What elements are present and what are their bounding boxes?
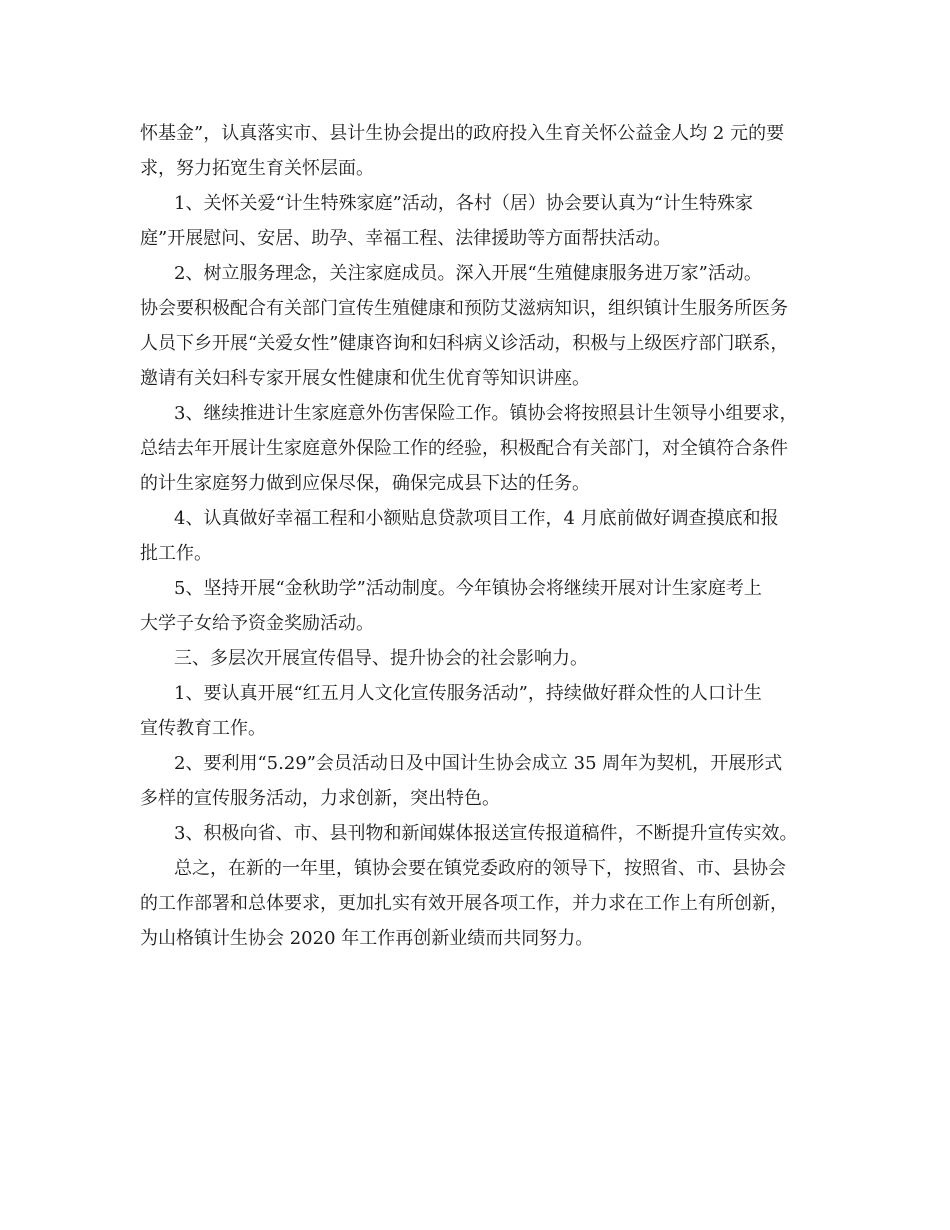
text-line: 的工作部署和总体要求，更加扎实有效开展各项工作，并力求在工作上有所创新，: [140, 893, 788, 914]
paragraph: [140, 641, 820, 676]
text-line: 邀请有关妇科专家开展女性健康和优生优育等知识讲座。: [140, 368, 590, 389]
text-line: 4、认真做好幸福工程和小额贴息贷款项目工作，4 月底前做好调查摸底和报: [174, 508, 779, 529]
text-line: 总结去年开展计生家庭意外保险工作的经验，积极配合有关部门，对全镇符合条件: [140, 438, 788, 459]
text-line: 2、树立服务理念，关注家庭成员。深入开展“生殖健康服务进万家”活动。: [174, 263, 762, 284]
paragraph: [140, 396, 820, 501]
paragraph: [140, 816, 820, 851]
text-line: 多样的宣传服务活动，力求创新，突出特色。: [140, 788, 500, 809]
text-line: 的计生家庭努力做到应保尽保，确保完成县下达的任务。: [140, 473, 590, 494]
text-line: 求，努力拓宽生育关怀层面。: [140, 158, 374, 179]
paragraph: [140, 116, 820, 186]
paragraph: [140, 851, 820, 956]
text-line: 宣传教育工作。: [140, 718, 266, 739]
text-line: 为山格镇计生协会 2020 年工作再创新业绩而共同努力。: [140, 928, 594, 949]
paragraph: [140, 746, 820, 816]
text-line: 3、继续推进计生家庭意外伤害保险工作。镇协会将按照县计生领导小组要求，: [174, 403, 798, 424]
paragraph: [140, 571, 820, 641]
paragraph: [140, 501, 820, 571]
text-line: 3、积极向省、市、县刊物和新闻媒体报送宣传报道稿件，不断提升宣传实效。: [174, 823, 798, 844]
text-line: 1、要认真开展“红五月人文化宣传服务活动”，持续做好群众性的人口计生: [174, 683, 762, 704]
text-line: 人员下乡开展“关爱女性”健康咨询和妇科病义诊活动，积极与上级医疗部门联系，: [140, 333, 789, 354]
paragraph: [140, 676, 820, 746]
text-line: 三、多层次开展宣传倡导、提升协会的社会影响力。: [174, 648, 588, 669]
text-line: 大学子女给予资金奖励活动。: [140, 613, 374, 634]
paragraph: [140, 256, 820, 396]
text-line: 总之，在新的一年里，镇协会要在镇党委政府的领导下，按照省、市、县协会: [174, 858, 786, 879]
text-line: 5、坚持开展“金秋助学”活动制度。今年镇协会将继续开展对计生家庭考上: [174, 578, 762, 599]
text-line: 批工作。: [140, 543, 212, 564]
document-body: [140, 116, 820, 956]
text-line: 1、关怀关爱“计生特殊家庭”活动，各村（居）协会要认真为“计生特殊家: [174, 193, 754, 214]
text-line: 庭”开展慰问、安居、助孕、幸福工程、法律援助等方面帮扶活动。: [140, 228, 672, 249]
text-line: 怀基金”，认真落实市、县计生协会提出的政府投入生育关怀公益金人均 2 元的要: [140, 123, 785, 144]
text-line: 2、要利用“5.29”会员活动日及中国计生协会成立 35 周年为契机，开展形式: [174, 753, 783, 774]
paragraph: [140, 186, 820, 256]
text-line: 协会要积极配合有关部门宣传生殖健康和预防艾滋病知识，组织镇计生服务所医务: [140, 298, 788, 319]
